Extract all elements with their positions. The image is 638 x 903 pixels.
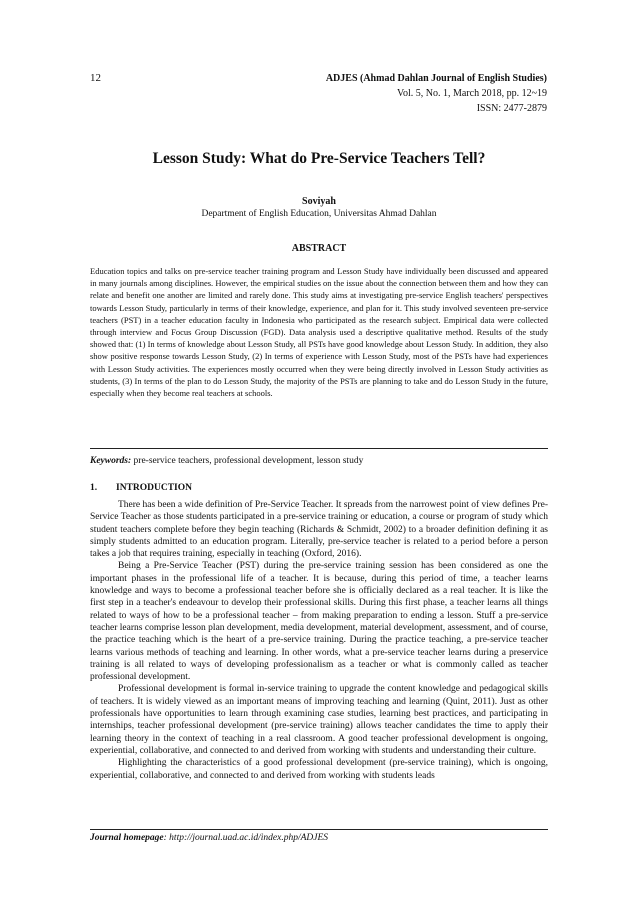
section-number: 1. — [90, 483, 98, 493]
section-heading — [90, 483, 548, 493]
author-name: Soviyah — [302, 196, 336, 207]
journal-footer — [90, 833, 548, 843]
footer-homepage-link[interactable]: : http://journal.uad.ac.id/index.php/ADJES — [163, 833, 329, 843]
journal-volume: Vol. 5, No. 1, March 2018, pp. 12~19 — [397, 88, 547, 99]
journal-title: ADJES (Ahmad Dahlan Journal of English Studies) — [325, 73, 547, 84]
footer-label: Journal homepage — [90, 833, 164, 843]
paragraph: Highlighting the characteristics of a good professional development (pre-service training), which is ongoing, experiential, collaborative, and connected to and derived from working with students leads — [90, 758, 548, 781]
paragraph: Professional development is formal in-service training to upgrade the content knowledge and pedagogical skills of teachers. It is widely viewed as an important means of improving teaching and learning (Quint, 2011). Just as other professionals have opportunities to learn through examining case studies, learning best practices, and participating in internships, teacher professional development (pre-service training) allows teacher candidates the time to apply their learning theory in the context of teaching in a real classroom. A good teacher professional development is ongoing, experiential, collaborative, and connected to and derived from working with students and understanding their culture. — [90, 684, 548, 756]
keywords-label: Keywords: — [90, 456, 132, 466]
paragraph: There has been a wide definition of Pre-Service Teacher. It spreads from the narrowest point of view defines Pre-Service Teacher as those students participated in a pre-service training or education, a course or program of study which student teachers complete before they begin teaching (Richards & Schmidt, 2002) to a broader definition defining it as simply students admitted to an education program. Literally, pre-service teacher is related to a period before a person takes a job that requires training, especially in teaching (Oxford, 2016). — [90, 500, 548, 560]
keywords-text: pre-service teachers, professional development, lesson study — [131, 456, 364, 466]
introduction-body — [90, 499, 548, 782]
page-number: 12 — [90, 72, 101, 84]
journal-issn: ISSN: 2477-2879 — [476, 103, 547, 114]
footer-divider — [90, 829, 548, 830]
paragraph: Being a Pre-Service Teacher (PST) during the pre-service training session has been considered as one the important phases in the professional life of a teacher. It is because, during this period of time, a teacher learns knowledge and ways to become a professional teacher before she is officially declared as a real teacher. It is like the first step in a teacher's endeavour to develop their professional skills. During this first phase, a teacher learns all things related to ways of how to be a professional teacher – from making preparation to ending a lesson. Stuff a pre-service teacher learns comprise lesson plan development, media development, material development, assessment, and of course, the practice teaching which is the heart of a pre-service training. During the practice teaching, a pre-service teacher learns various methods of teaching and learning. In other words, what a pre-service teacher learns during a preservice training is all related to ways of developing professionalism as a teacher or what is commonly called as teacher professional development. — [90, 561, 548, 683]
section-title: INTRODUCTION — [116, 483, 193, 493]
abstract-heading: ABSTRACT — [291, 243, 347, 254]
journal-header — [300, 71, 547, 116]
abstract-text: Education topics and talks on pre-service teacher training program and Lesson Study have individually been discussed and appeared in many journals among disciplines. However, the empirical studies on the issue about the connection between them and how they can relate and benefit one another are limited and rarely done. This study aims at investigating pre-service English teachers' perspectives towards Lesson Study, particularly in terms of their knowledge, experience, and plan for it. This study involved seventeen pre-service teachers (PST) in a teacher education faculty in Indonesia who participated as the research subject. Empirical data were collected through interview and Focus Group Discussion (FGD). Data analysis used a descriptive qualitative method. Results of the study showed that: (1) In terms of knowledge about Lesson Study, all PSTs have good knowledge about Lesson Study. In addition, they also show positive response towards Lesson Study, (2) In terms of experience with Lesson Study, most of the PSTs have had experiences with Lesson Study activities. The experiences mostly occurred when they were being directly involved in Lesson Study activities as students, (3) In terms of the plan to do Lesson Study, the majority of the PSTs are planning to take and do Lesson Study in the future, especially when they become real teachers at schools. — [90, 266, 548, 399]
article-title: Lesson Study: What do Pre-Service Teachers Tell? — [152, 150, 486, 167]
abstract-divider — [90, 448, 548, 449]
keywords — [90, 456, 548, 466]
author-affiliation: Department of English Education, Universitas Ahmad Dahlan — [201, 209, 437, 219]
